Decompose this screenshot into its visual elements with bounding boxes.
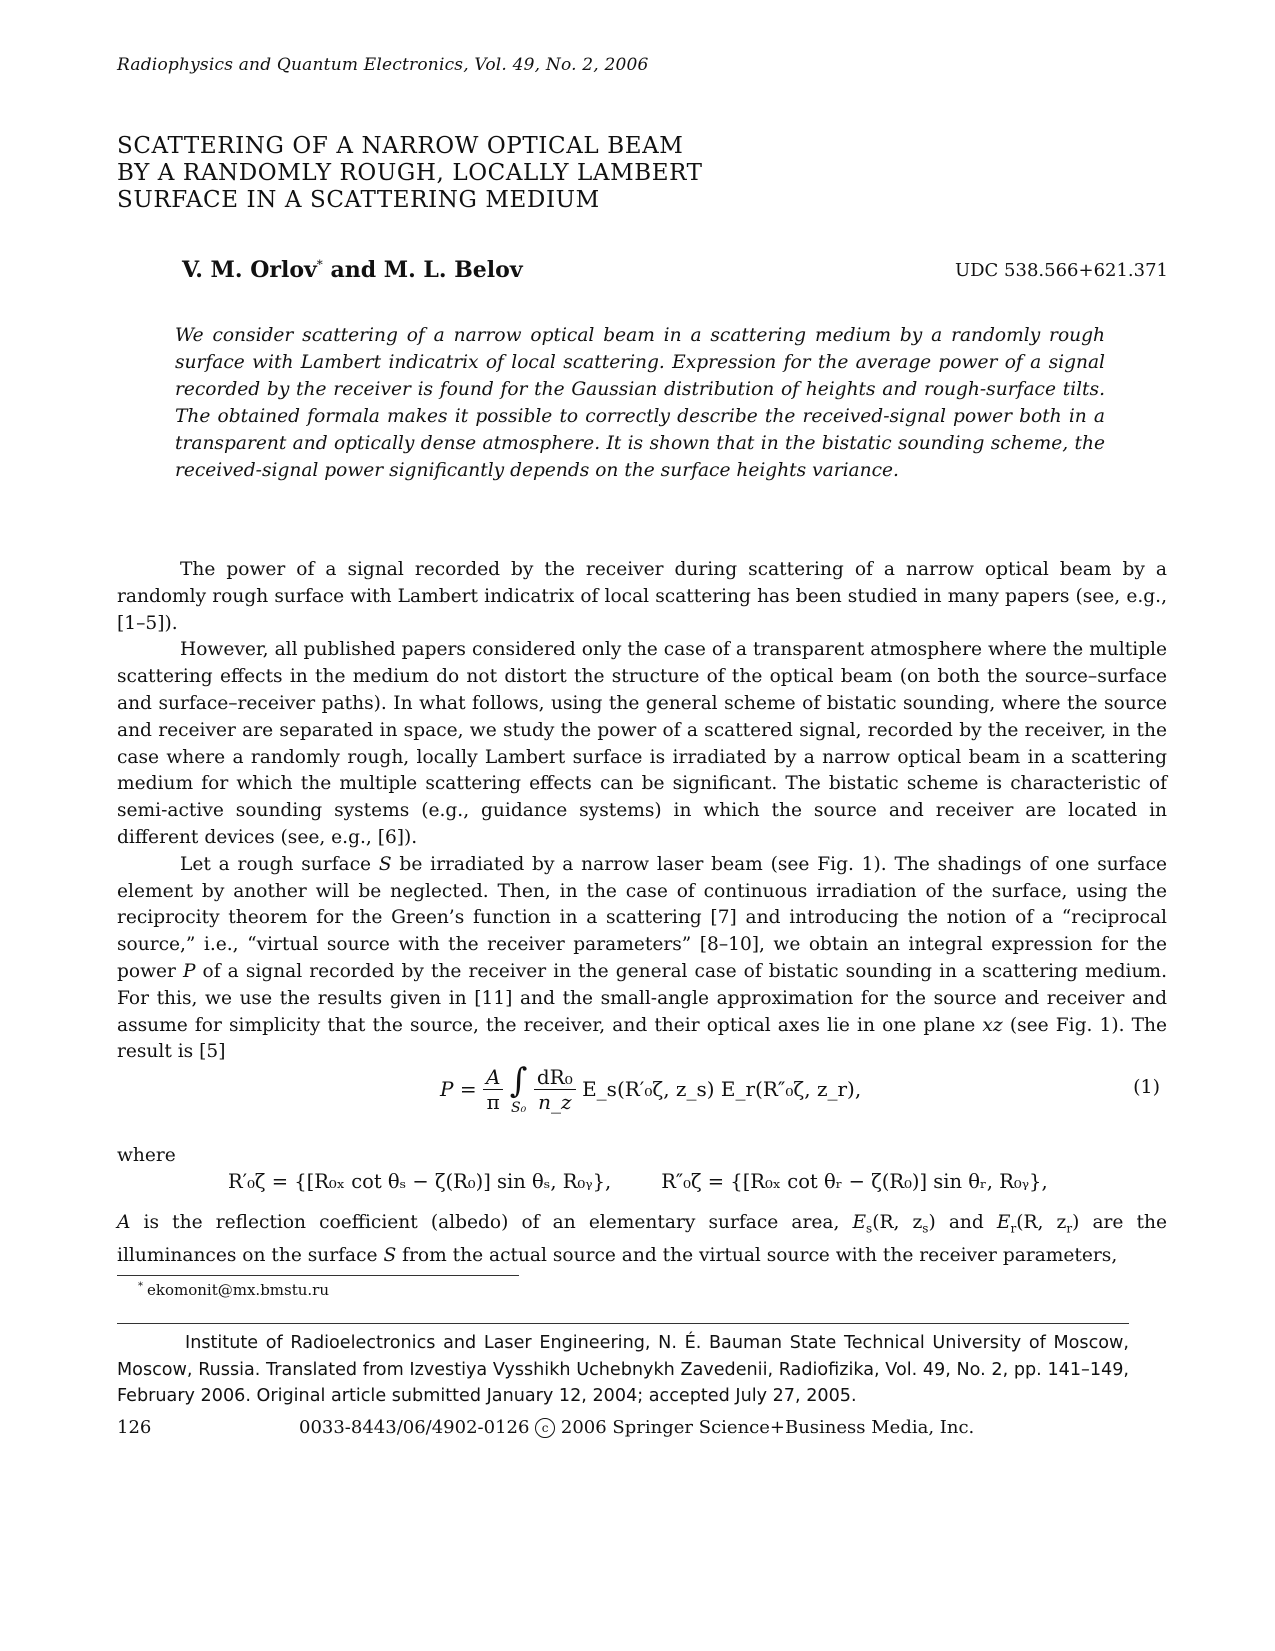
eq1-rhs: E_s(R′₀ζ, z_s) E_r(R″₀ζ, z_r),: [582, 1077, 862, 1101]
institution-text: Institute of Radioelectronics and Laser Engineering, N. É. Bauman State Technical University of Moscow, Moscow, Russia. Translated from Izvestiya Vysshikh Uchebnykh Zavedenii, Radiofizika, Vol. 49, No. 2, pp. 141–149, February 2006. Original article submitted January 12, 2004; accepted July 27, 2005.: [117, 1333, 1129, 1406]
eq1-frac2-num: dR₀: [534, 1065, 576, 1090]
p3-var-xz: xz: [982, 1014, 1003, 1036]
footnote-rule: [117, 1275, 519, 1276]
paragraph-3: [117, 852, 1167, 1066]
p4-es-arg-sub: s: [922, 1221, 929, 1236]
copyright-line: [299, 1417, 974, 1438]
author-1: V. M. Orlov: [182, 257, 317, 283]
eq1-frac2-den: n_z: [538, 1089, 572, 1114]
p4-es-arg: (R, z: [872, 1212, 923, 1233]
eq1-lhs: P =: [440, 1077, 477, 1101]
integral-sign: ∫: [509, 1061, 528, 1101]
p4-var-S: S: [383, 1244, 397, 1266]
eq1-frac1-num: A: [483, 1065, 503, 1090]
p3-var-P: P: [182, 960, 196, 982]
copyright-text: 2006 Springer Science+Business Media, Inc.: [560, 1417, 975, 1438]
page-number: 126: [117, 1417, 152, 1438]
eq2-right: R″₀ζ = {[R₀ₓ cot θᵣ − ζ(R₀)] sin θᵣ, R₀ᵧ},: [661, 1170, 1048, 1193]
paragraph-4: [117, 1210, 1167, 1269]
p4-sub-r: r: [1010, 1221, 1017, 1236]
equation-2: [228, 1170, 1048, 1193]
institution-note: [117, 1330, 1129, 1410]
p3-text-b: be irradiated by a narrow laser beam (see Fig. 1). The shadings of one surface element by another will be neglected. Then, in the case of continuous irradiation of the surface, using the reciprocity theorem for the Green’s function in a scattering [7] and introducing the notion of a “reciprocal source,” i.e., “virtual source with the receiver parameters” [8–10], we obtain an integral expression for the power: [117, 853, 1167, 982]
p3-text-c: of a signal recorded by the receiver in the general case of bistatic sounding in a scattering medium. For this, we use the results given in [11] and the small-angle approximation for the source and receiver and assume for simplicity that the source, the receiver, and their optical axes lie in one plane: [117, 960, 1167, 1036]
eq2-left: R′₀ζ = {[R₀ₓ cot θₛ − ζ(R₀)] sin θₛ, R₀ᵧ},: [228, 1170, 612, 1193]
p3-var-S: S: [378, 853, 392, 875]
paragraph-2: However, all published papers considered only the case of a transparent atmosphere where the multiple scattering effects in the medium do not distort the structure of the optical beam (on both the source–surface and surface–receiver paths). In what follows, using the general scheme of bistatic sounding, where the source and receiver are separated in space, we study the power of a scattered signal, recorded by the receiver, in the case where a randomly rough, locally Lambert surface is irradiated by a narrow optical beam in a scattering medium for which the multiple scattering effects can be significant. The bistatic scheme is characteristic of semi-active sounding systems (e.g., guidance systems) in which the source and receiver are located in different devices (see, e.g., [6]).: [117, 639, 1167, 848]
title-line-3: SURFACE IN A SCATTERING MEDIUM: [117, 187, 600, 213]
equation-1: [440, 1062, 1160, 1142]
p3-text-d: (see Fig. 1). The result is [5]: [117, 1014, 1167, 1063]
abstract: We consider scattering of a narrow optical beam in a scattering medium by a randomly rough surface with Lambert indicatrix of local scattering. Expression for the average power of a signal recorded by the receiver is found for the Gaussian distribution of heights and rough-surface tilts. The obtained formala makes it possible to correctly describe the received-signal power both in a transparent and optically dense atmosphere. It is shown that in the bistatic sounding scheme, the received-signal power significantly depends on the surface heights variance.: [175, 325, 1105, 481]
eq1-frac1-den: π: [486, 1089, 500, 1114]
institution-rule: [117, 1323, 1129, 1324]
paper-title: [117, 133, 703, 214]
eq1-fraction-dr-nz: [534, 1065, 576, 1114]
equation-number: (1): [1133, 1076, 1160, 1098]
p4-text-b: ) are the illuminances on the surface: [117, 1212, 1167, 1266]
issn-code: 0033-8443/06/4902-0126: [299, 1417, 530, 1438]
body-text: [117, 557, 1167, 1066]
authors: [182, 257, 523, 283]
p4-sub-s: s: [866, 1221, 873, 1236]
title-line-1: SCATTERING OF A NARROW OPTICAL BEAM: [117, 133, 684, 159]
p4-and: ) and: [928, 1212, 997, 1233]
footnote-mark: *: [138, 1281, 143, 1292]
author-2: and M. L. Belov: [322, 257, 523, 283]
journal-header: Radiophysics and Quantum Electronics, Vol. 49, No. 2, 2006: [117, 55, 649, 75]
integral-lower-limit: S₀: [511, 1100, 527, 1116]
eq1-integral: [510, 1062, 528, 1116]
p4-er-arg: (R, z: [1016, 1212, 1067, 1233]
paragraph-1: The power of a signal recorded by the receiver during scattering of a narrow optical beam by a randomly rough surface with Lambert indicatrix of local scattering has been studied in many papers (see, e.g., [1–5]).: [117, 559, 1167, 634]
eq1-fraction-a-pi: [483, 1065, 503, 1114]
title-line-2: BY A RANDOMLY ROUGH, LOCALLY LAMBERT: [117, 160, 703, 186]
udc-code: UDC 538.566+621.371: [954, 260, 1168, 281]
p3-text-a: Let a rough surface: [180, 853, 379, 875]
p4-var-A: A: [117, 1212, 131, 1233]
footnote-email: ekomonit@mx.bmstu.ru: [147, 1281, 329, 1299]
p4-text-a: is the reflection coefficient (albedo) of an elementary surface area,: [130, 1212, 853, 1233]
author-footnote-mark: *: [316, 257, 323, 272]
p4-var-Er: E: [996, 1212, 1011, 1233]
copyright-icon: c: [535, 1418, 555, 1438]
p4-var-Es: E: [852, 1212, 867, 1233]
footnote: [138, 1281, 329, 1299]
where-label: where: [117, 1145, 176, 1166]
p4-text-c: from the actual source and the virtual source with the receiver parameters,: [396, 1244, 1118, 1266]
p4-er-arg-sub: r: [1066, 1221, 1073, 1236]
